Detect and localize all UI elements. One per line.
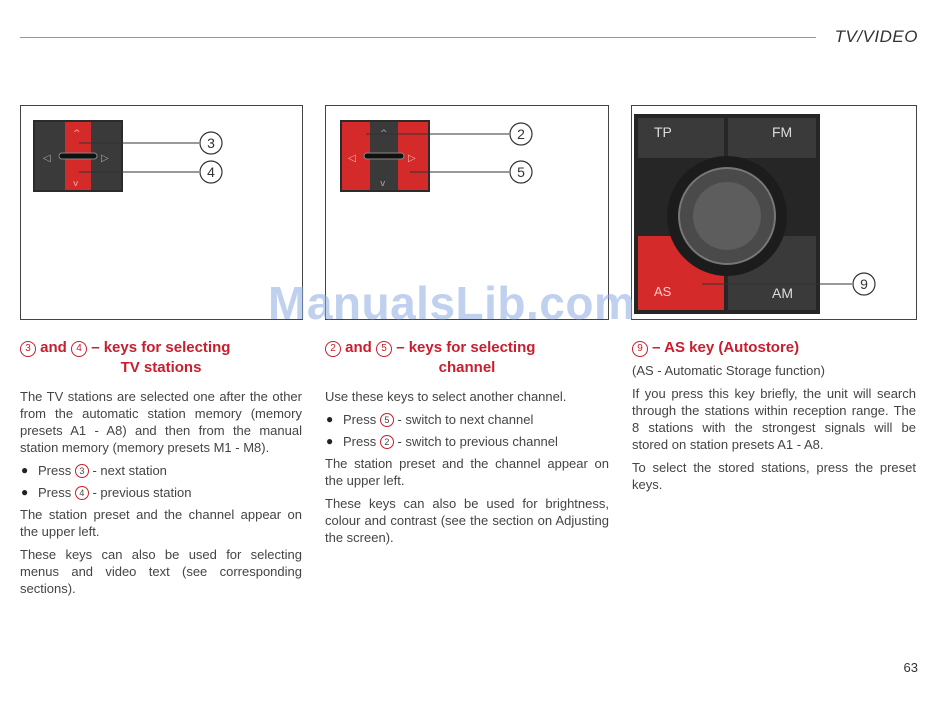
svg-text:v: v [380, 179, 386, 189]
header-rule [20, 37, 816, 38]
heading-line2: TV stations [120, 359, 202, 376]
svg-text:^: ^ [380, 129, 388, 139]
list-item [325, 433, 609, 450]
svg-text:v: v [73, 179, 79, 189]
paragraph: These keys can also be used for selecting menus and video text (see corresponding sections). [20, 547, 302, 596]
bullet-text: - switch to previous channel [397, 434, 558, 449]
heading-num-3: 3 [20, 341, 36, 357]
heading-channel-keys [325, 338, 609, 378]
paragraph: The TV stations are selected one after the other from the automatic station memory (memory presets A1 - A8) and then from the manual station memory (memory presets M1 - M8). [20, 389, 302, 455]
heading-num-4: 4 [71, 341, 87, 357]
callout-2-label: 2 [517, 126, 525, 142]
bullet-press: Press [38, 485, 72, 500]
paragraph: The station preset and the channel appear on the upper left. [20, 507, 302, 539]
callout-4-label: 4 [207, 164, 215, 180]
key-tp-label: TP [654, 124, 672, 140]
bullet-num: 3 [75, 464, 89, 478]
tv-station-keys-illustration [21, 106, 302, 319]
section-title: TV/VIDEO [834, 27, 918, 46]
heading-tv-station-keys [20, 338, 302, 378]
bullet-icon: ● [326, 412, 334, 426]
paragraph: If you press this key briefly, the unit will search through the stations within reception range. The 8 stations with the strongest signals will be stored on station presets A1 - A8. [632, 386, 916, 452]
page-number: 63 [903, 660, 918, 675]
paragraph: To select the stored stations, press the preset keys. [632, 460, 916, 492]
list-item [325, 411, 609, 428]
svg-text:◁: ◁ [348, 153, 356, 164]
list-item [20, 484, 302, 501]
heading-as-key [632, 338, 916, 358]
figure-as-key [631, 105, 917, 320]
svg-text:◁: ◁ [43, 153, 51, 164]
figure-channel-keys [325, 105, 609, 320]
figure-tv-station-keys [20, 105, 303, 320]
svg-text:▷: ▷ [408, 153, 416, 164]
paragraph: Use these keys to select another channel. [325, 389, 567, 404]
heading-num-2: 2 [325, 341, 341, 357]
heading-line1: – keys for selecting [91, 339, 231, 356]
column-autostore [632, 338, 916, 499]
column-channel [325, 338, 609, 552]
channel-keys-illustration [326, 106, 608, 319]
list-item [20, 462, 302, 479]
bullet-press: Press [343, 412, 377, 427]
heading-text: – AS key (Autostore) [652, 339, 800, 356]
as-key-illustration [632, 106, 916, 319]
column-tv-stations [20, 338, 302, 603]
heading-line1: – keys for selecting [396, 339, 536, 356]
bullet-num: 4 [75, 486, 89, 500]
watermark: ManualsLib.com [268, 277, 636, 329]
bullet-icon: ● [21, 463, 29, 477]
callout-3-label: 3 [207, 135, 215, 151]
paragraph: The station preset and the channel appear on the upper left. [325, 456, 609, 488]
heading-num-9: 9 [632, 341, 648, 357]
callout-9-label: 9 [860, 276, 868, 292]
bullet-text: - switch to next channel [397, 412, 534, 427]
bullet-text: - next station [92, 463, 167, 478]
heading-and: and [40, 339, 67, 356]
bullet-num: 5 [380, 413, 394, 427]
key-fm-label: FM [772, 124, 793, 140]
subnote: (AS - Automatic Storage function) [632, 363, 825, 378]
bullet-icon: ● [21, 485, 29, 499]
key-as-label: AS [654, 284, 672, 299]
heading-num-5: 5 [376, 341, 392, 357]
bullet-press: Press [343, 434, 377, 449]
svg-text:^: ^ [73, 129, 81, 139]
bullet-icon: ● [326, 434, 334, 448]
paragraph: These keys can also be used for brightness, colour and contrast (see the section on Adjusting the screen). [325, 496, 609, 545]
bullet-press: Press [38, 463, 72, 478]
heading-line2: channel [438, 359, 496, 376]
callout-5-label: 5 [517, 164, 525, 180]
bullet-text: - previous station [92, 485, 192, 500]
key-am-label: AM [772, 285, 793, 301]
heading-and: and [345, 339, 372, 356]
bullet-num: 2 [380, 435, 394, 449]
svg-text:▷: ▷ [101, 153, 109, 164]
